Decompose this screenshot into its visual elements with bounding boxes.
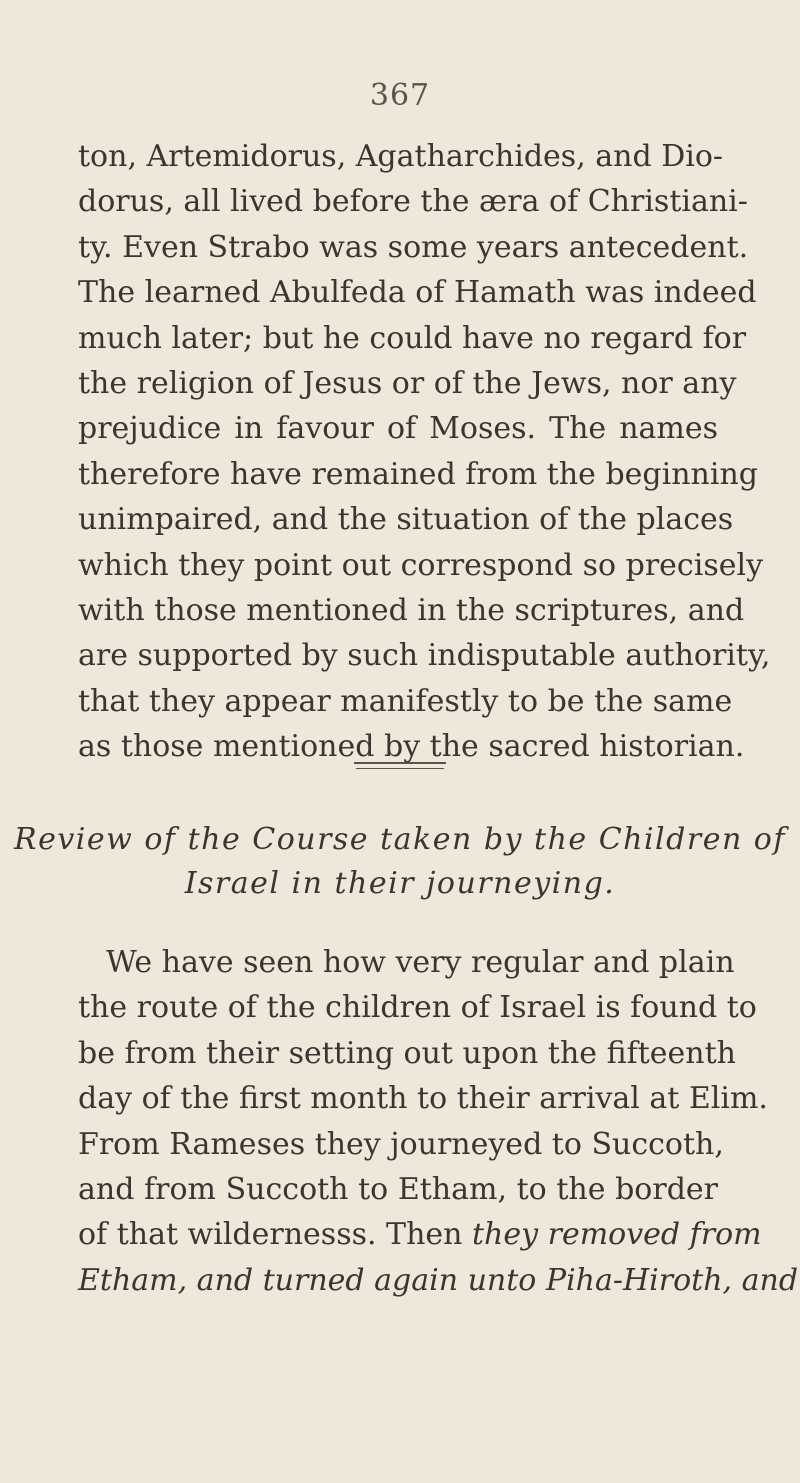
section-divider bbox=[354, 762, 446, 764]
text-line: with those mentioned in the scriptures, and bbox=[78, 592, 745, 628]
text-line: that they appear manifestly to be the same bbox=[78, 683, 733, 719]
text-line-mixed bbox=[78, 1212, 762, 1257]
text-line: prejudice in favour of Moses. The names bbox=[78, 411, 718, 447]
text-line: much later; but he could have no regard for bbox=[78, 320, 747, 356]
paragraph-review bbox=[78, 940, 799, 1303]
text-line: and from Succoth to Etham, to the border bbox=[78, 1171, 718, 1207]
text-italic: they removed from bbox=[472, 1217, 762, 1253]
text-roman: of that wildernesss. Then bbox=[78, 1217, 472, 1253]
section-heading-line-2: Israel in their journeying. bbox=[184, 866, 616, 901]
text-line: the route of the children of Israel is found to bbox=[78, 990, 757, 1026]
text-line: From Rameses they journeyed to Succoth, bbox=[78, 1126, 724, 1162]
text-line: We have seen how very regular and plain bbox=[106, 945, 735, 980]
text-line: therefore have remained from the beginning bbox=[78, 456, 758, 492]
text-line: unimpaired, and the situation of the places bbox=[78, 502, 734, 538]
text-line: ty. Even Strabo was some years antecedent. bbox=[78, 229, 749, 265]
text-line: dorus, all lived before the æra of Christiani- bbox=[78, 184, 748, 220]
text-line: as those mentioned by the sacred historian. bbox=[78, 729, 745, 765]
section-divider-thin bbox=[356, 768, 444, 769]
page-number: 367 bbox=[369, 78, 431, 113]
text-line: day of the first month to their arrival at Elim. bbox=[78, 1081, 768, 1117]
text-line: which they point out correspond so precisely bbox=[78, 547, 764, 583]
section-heading-line-1: Review of the Course taken by the Children of bbox=[14, 822, 786, 857]
text-line: are supported by such indisputable authority, bbox=[78, 638, 771, 674]
text-line: The learned Abulfeda of Hamath was indeed bbox=[78, 275, 757, 311]
paragraph-continuation bbox=[78, 134, 771, 769]
text-line: the religion of Jesus or of the Jews, nor any bbox=[78, 365, 737, 401]
text-line: be from their setting out upon the fifteenth bbox=[78, 1035, 736, 1071]
text-line-italic: Etham, and turned again unto Piha-Hiroth, and bbox=[78, 1262, 799, 1298]
text-line: ton, Artemidorus, Agatharchides, and Dio- bbox=[78, 139, 724, 174]
